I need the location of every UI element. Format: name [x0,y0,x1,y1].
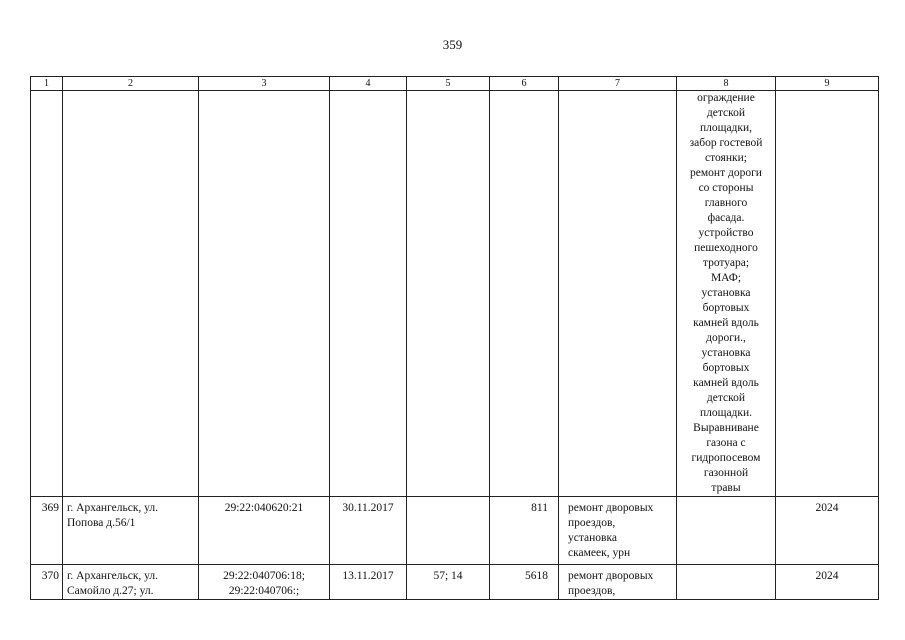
column-header: 7 [559,77,677,91]
cell-line: бортовых [702,302,750,314]
cell-line: забор гостевой [689,137,763,149]
continuation-row [31,91,879,497]
cell-line: ремонт дворовых [568,502,654,514]
cell-line: 29:22:040706:; [228,585,300,597]
cell-line: детской [706,392,746,404]
cell-line: главного [704,197,748,209]
improvement-works-cell [677,91,776,497]
cell-line: устройство [698,227,754,239]
cell-line: камней вдоль [693,317,759,329]
cell-line: ремонт дворовых [568,570,654,582]
cell-line: дороги., [706,332,746,344]
table-cell [677,565,776,600]
date-cell: 30.11.2017 [330,497,407,565]
cell-line: г. Архангельск, ул. [67,570,159,582]
table-cell [490,91,559,497]
cell-line: Попова д.56/1 [67,517,136,529]
column-header: 9 [776,77,879,91]
cell-line: площадки, [699,122,753,134]
cell-line: камней вдоль [693,377,759,389]
column-header: 1 [31,77,63,91]
cell-line: 29:22:040620:21 [224,502,304,514]
cell-line: газона с [706,437,746,449]
table-cell [407,497,490,565]
table-cell [776,91,879,497]
table-row [31,497,879,565]
column-header: 3 [199,77,330,91]
cell-line: фасада. [707,212,745,224]
cell-line: Самойло д.27; ул. [67,585,154,597]
table-cell [63,91,199,497]
table-cell: 57; 14 [407,565,490,600]
row-number: 369 [31,497,63,565]
table-cell [31,91,63,497]
works-cell [559,497,677,565]
year-cell: 2024 [776,565,879,600]
area-cell: 5618 [490,565,559,600]
cell-line: бортовых [702,362,750,374]
address-cell [63,565,199,600]
register-table [30,76,879,600]
cell-line: установка [701,347,751,359]
cell-line: г. Архангельск, ул. [67,502,159,514]
area-cell: 811 [490,497,559,565]
column-header: 5 [407,77,490,91]
table-cell [407,91,490,497]
column-header: 4 [330,77,407,91]
cell-line: МАФ; [710,272,742,284]
row-number: 370 [31,565,63,600]
cell-line: проездов, [568,517,616,529]
cell-line: детской [706,107,746,119]
cell-line: площадки. [699,407,753,419]
column-header: 2 [63,77,199,91]
address-cell [63,497,199,565]
year-cell: 2024 [776,497,879,565]
cell-line: Выравниванe [693,422,759,434]
page-number: 359 [442,37,463,52]
cell-line: газонной [703,467,749,479]
column-header: 6 [490,77,559,91]
cadastral-cell [199,497,330,565]
works-cell [559,565,677,600]
table-cell [559,91,677,497]
cadastral-cell [199,565,330,600]
cell-line: ремонт дороги [690,167,762,179]
cell-line: со стороны [698,182,754,194]
cell-line: 29:22:040706:18; [223,570,305,582]
cell-line: ограждение [697,92,755,104]
column-number-row [31,77,879,91]
cell-line: пешеходного [694,242,758,254]
cell-line: установка [701,287,751,299]
date-cell: 13.11.2017 [330,565,407,600]
cell-line: скамеек, урн [568,547,631,559]
table-row [31,565,879,600]
table-cell [677,497,776,565]
cell-line: установка [568,532,617,544]
column-header: 8 [677,77,776,91]
cell-line: проездов, [568,585,616,597]
table-cell [199,91,330,497]
table-cell [330,91,407,497]
cell-line: тротуара; [702,257,750,269]
cell-line: стоянки; [705,152,747,164]
cell-line: травы [711,482,741,494]
cell-line: гидропосевом [691,452,761,464]
